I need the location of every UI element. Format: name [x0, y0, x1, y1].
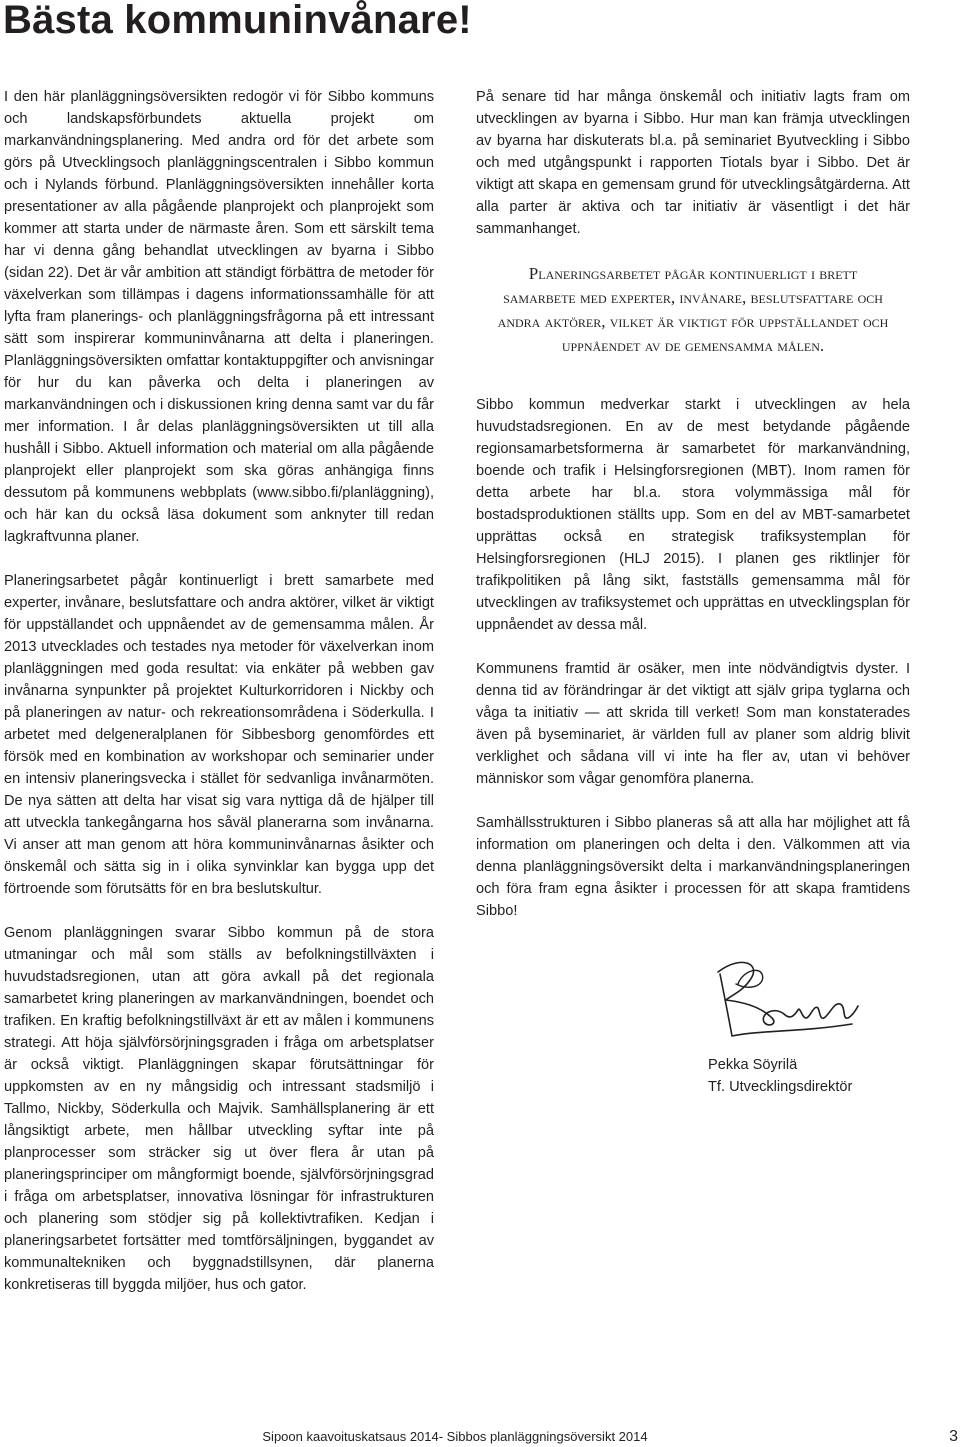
page-footer — [0, 1427, 960, 1447]
page-title: Bästa kommuninvånare! — [3, 0, 472, 42]
left-column — [4, 86, 434, 1318]
future-paragraph: Kommunens framtid är osäker, men inte nödvändigtvis dyster. I denna tid av förändringar är det viktigt att själv gripa tyglarna och våga ta initiativ — att skrida till verket! Som man konstaterades även på byseminariet, är världen full av planer som aldrig blivit verklighet och sådana vill vi inte ha fler av, utan vi behöver människor som vågar genomföra planerna. — [476, 661, 910, 787]
region-paragraph: Sibbo kommun medverkar starkt i utvecklingen av hela huvudstadsregionen. En av de mest betydande pågående regionsamarbetsformerna är samarbetet för markanvändning, boende och trafik i Helsingforsregionen (MBT). Inom ramen för detta arbete har bl.a. stora volymmässiga mål för bostadsproduktionen ställts upp. Som en del av MBT-samarbetet upprättas också en strategisk trafiksystemplan för Helsingforsregionen (HLJ 2015). I planen ges riktlinjer för trafikpolitiken på lång sikt, fastställs gemensamma mål för utvecklingen av trafiksystemet och upprättas en utvecklingsplan för uppnåendet av dessa mål. — [476, 397, 910, 633]
challenges-paragraph: Genom planläggningen svarar Sibbo kommun på de stora utmaningar och mål som ställs av befolkningstillväxten i huvudstadsregionen, utan att göra avkall på det regionala samarbetet kring planeringen av markanvändningen, boendet och trafiken. En kraftig befolkningstillväxt är ett av målen i kommunens strategi. Att höja självförsörjningsgraden i fråga om arbetsplatser är också viktigt. Planläggningen skapar förutsättningar för uppkomsten av en ny mångsidig och intressant stadsmiljö i Tallmo, Nickby, Söderkulla och Majvik. Samhällsplanering är ett långsiktigt arbete, men hållbar utveckling syftar inte på planprocesser som sträcker sig ut över flera år utan på planeringsprinciper om mångformigt boende, självförsörjningsgrad i fråga om arbetsplatser, innovativa lösningar för infrastrukturen och planering som stödjer sig på kollektivtrafiken. Kedjan i planeringsarbetet fortsätter med tomtförsäljningen, byggandet av kommunaltekniken och byggnadstillsynen, där planerna konkretiseras till byggda miljöer, hus och gator. — [4, 925, 434, 1293]
page-number: 3 — [949, 1428, 958, 1445]
collaboration-paragraph: Planeringsarbetet pågår kontinuerligt i brett samarbete med experter, invånare, beslutsfattare och andra aktörer, vilket är viktigt för uppställandet och uppnåendet av de gemensamma målen. År 2013 utvecklades och testades nya metoder för växelverkan inom planläggningen med goda resultat: via enkäter på webben gav invånarna synpunkter på projektet Kulturkorridoren i Nickby och på planeringen av natur- och rekreationsområdena i Söderkulla. I arbetet med delgeneralplanen för Sibbesborg genomfördes ett försök med en kombination av workshopar och seminarier under en intensiv planeringsvecka i stället för sedvanliga invånarmöten. De nya sätten att delta har visat sig vara nyttiga då de hjälper till att utveckla tankegångarna hos såväl planerarna som invånarna. Vi anser att man genom att höra kommuninvånarnas åsikter och önskemål och sätta sig in i olika synvinklar kan bygga upp det förtroende som förutsätts för en bra beslutskultur. — [4, 573, 434, 897]
intro-paragraph: I den här planläggningsöversikten redogör vi för Sibbo kommuns och landskapsförbundets aktuella projekt om markanvändningsplanering. Med andra ord för det arbete som görs på Utvecklingsoch planläggningscentralen i Sibbo kommun och i Nylands förbund. Planläggningsöversikten innehåller korta presentationer av alla pågående planprojekt och planprojekt som kommer att starta under de närmaste åren. Som ett särskilt tema har vi denna gång behandlat utvecklingen av byarna i Sibbo (sidan 22). Det är vår ambition att ständigt förbättra de metoder för växelverkan som tillämpas i dagens informationssamhälle för att lyfta fram planerings- och planläggningsfrågorna på ett intressant sätt som inspirerar kommuninvånarna att delta i planeringen. Planläggningsöversikten omfattar kontaktuppgifter och anvisningar för hur du kan påverka och delta i planeringen av markanvändningen och i diskussionen kring denna samt var du får mer information. I år delas planläggningsöversikten ut till alla hushåll i Sibbo. Aktuell information och material om alla pågående planprojekt eller planprojekt som ska göras anhängiga finns dessutom på kommunens webbplats (www.sibbo.fi/planläggning), och här kan du också läsa dokument som anknyter till redan lagkraftvunna planer. — [4, 89, 434, 545]
right-column — [476, 86, 910, 1098]
signer-title: Tf. Utvecklingsdirektör — [708, 1079, 853, 1095]
closing-paragraph: Samhällsstrukturen i Sibbo planeras så att alla har möjlighet att få information om planeringen och delta i den. Välkommen att via denna planläggningsöversikt delta i markanvändningsplaneringen och föra fram egna åsikter i processen för att skapa framtidens Sibbo! — [476, 815, 910, 919]
pull-quote: Planeringsarbetet pågår kontinuerligt i brett samarbete med experter, invånare, beslutsfattare och andra aktörer, vilket är viktigt för uppställandet och uppnåendet av de gemensamma målen. — [497, 264, 889, 355]
villages-paragraph: På senare tid har många önskemål och initiativ lagts fram om utvecklingen av byarna i Sibbo. Hur man kan främja utvecklingen av byarna har diskuterats bl.a. på seminariet Byutveckling i Sibbo och med utgångspunkt i rapporten Tiotals byar i Sibbo. Det är viktigt att skapa en gemensam grund för utvecklingsåtgärderna. Att alla parter är aktiva och tar initiativ är väsentligt i det här sammanhanget. — [476, 89, 910, 237]
footer-text: Sipoon kaavoituskatsaus 2014- Sibbos planläggningsöversikt 2014 — [262, 1429, 648, 1444]
handwritten-signature — [702, 944, 862, 1054]
signer-name: Pekka Söyrilä — [708, 1057, 798, 1073]
signer-block — [708, 1054, 910, 1098]
